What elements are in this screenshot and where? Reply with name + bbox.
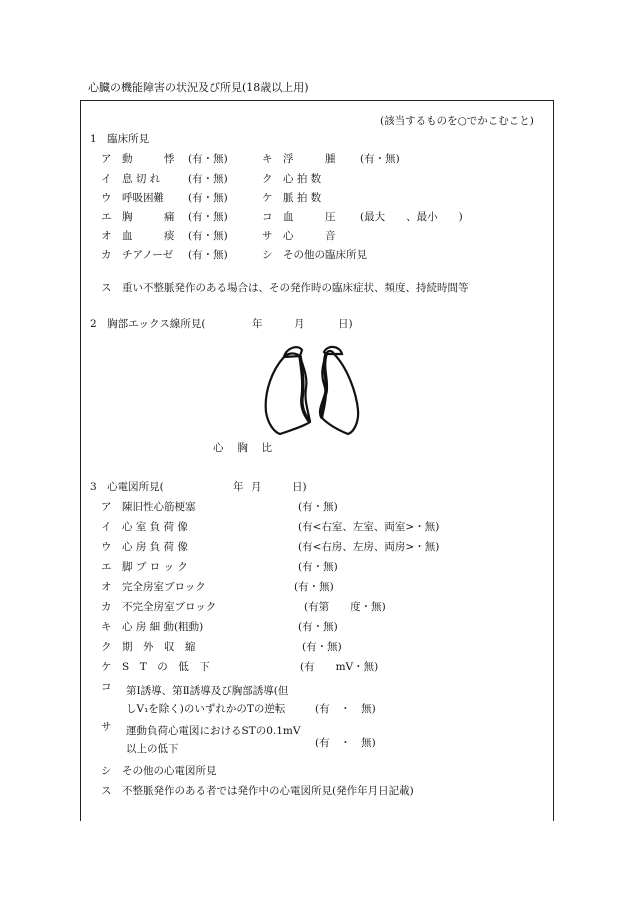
s3-value-1: (有<右室、左室、両室>・無) [298,521,440,533]
s3-ko-line1: 第Ⅰ誘導、第Ⅱ誘導及び胸部誘導(但 [126,685,289,697]
s3-sa-mark: サ [101,721,112,733]
section1-heading: 1 臨床所見 [90,133,150,145]
s3-shi: シ その他の心電図所見 [101,765,217,777]
s3-label-4: オ 完全房室ブロック [101,581,206,593]
s3-label-1: イ 心 室 負 荷 像 [101,521,188,533]
s3-su: ス 不整脈発作のある者では発作中の心電図所見(発作年月日記載) [101,785,414,797]
s1-left-value-2: (有・無) [188,192,228,204]
s3-year: 年 [233,481,244,493]
s3-value-2: (有<右房、左房、両房>・無) [298,541,440,553]
section3-heading: 3 心電図所見( [90,481,164,493]
s3-value-6: (有・無) [298,621,338,633]
s1-left-label-1: イ 息 切 れ [101,173,161,185]
s3-sa-value: (有 ・ 無) [315,737,376,749]
s1-right-value-3: (最大 、最小 ) [360,211,463,223]
s2-ctr-label: 心 胸 比 [213,442,278,454]
s1-left-label-0: ア 動 悸 [101,153,175,165]
s1-left-label-2: ウ 呼吸困難 [101,192,164,204]
s1-right-label-0: キ 浮 腫 [262,153,336,165]
s3-label-8: ケ S T の 低 下 [101,661,210,673]
s3-label-5: カ 不完全房室ブロック [101,601,217,613]
s3-value-7: (有・無) [302,641,342,653]
s3-ko-mark: コ [101,681,112,693]
s1-left-label-3: エ 胸 痛 [101,211,175,223]
s3-label-3: エ 脚 ブ ロ ッ ク [101,561,188,573]
s3-label-7: ク 期 外 収 縮 [101,641,196,653]
instruction: (該当するものを○でかこむこと) [380,115,534,127]
page-title: 心臓の機能障害の状況及び所見(18歳以上用) [88,81,309,94]
s3-value-0: (有・無) [298,501,338,513]
s3-sa-line1: 運動負荷心電図におけるSTの0.1mV [126,725,301,737]
s1-right-label-3: コ 血 圧 [262,211,336,223]
s1-right-label-5: シ その他の臨床所見 [262,249,367,261]
s1-right-value-0: (有・無) [360,153,400,165]
s3-day: 日) [292,481,307,493]
s3-value-3: (有・無) [298,561,338,573]
s3-sa-line2: 以上の低下 [126,743,179,755]
s1-left-value-4: (有・無) [188,230,228,242]
s1-right-label-1: ク 心 拍 数 [262,173,322,185]
s1-note: ス 重い不整脈発作のある場合は、その発作時の臨床症状、頻度、持続時間等 [101,282,469,294]
s1-left-value-0: (有・無) [188,153,228,165]
s1-right-label-2: ケ 脈 拍 数 [262,192,322,204]
s3-ko-line2: しV₁を除く)のいずれかのTの逆転 [126,703,286,715]
s3-value-5: (有第 度・無) [304,601,386,613]
s3-value-8: (有 mV・無) [300,661,379,673]
s3-ko-value: (有 ・ 無) [315,703,376,715]
s3-value-4: (有・無) [294,581,334,593]
s3-label-0: ア 陳旧性心筋梗塞 [101,501,196,513]
s2-year: 年 [252,318,263,330]
s1-left-label-4: オ 血 痰 [101,230,175,242]
s3-label-6: キ 心 房 細 動(粗動) [101,621,204,633]
section2-heading: 2 胸部エックス線所見( [90,318,206,330]
s1-left-value-1: (有・無) [188,173,228,185]
s2-month: 月 [294,318,305,330]
s1-right-label-4: サ 心 音 [262,230,336,242]
s1-left-value-5: (有・無) [188,249,228,261]
s1-left-label-5: カ チアノーゼ [101,249,174,261]
chest-xray-diagram [258,340,368,440]
s3-label-2: ウ 心 房 負 荷 像 [101,541,188,553]
s3-month: 月 [251,481,262,493]
s2-day: 日) [338,318,353,330]
s1-left-value-3: (有・無) [188,211,228,223]
